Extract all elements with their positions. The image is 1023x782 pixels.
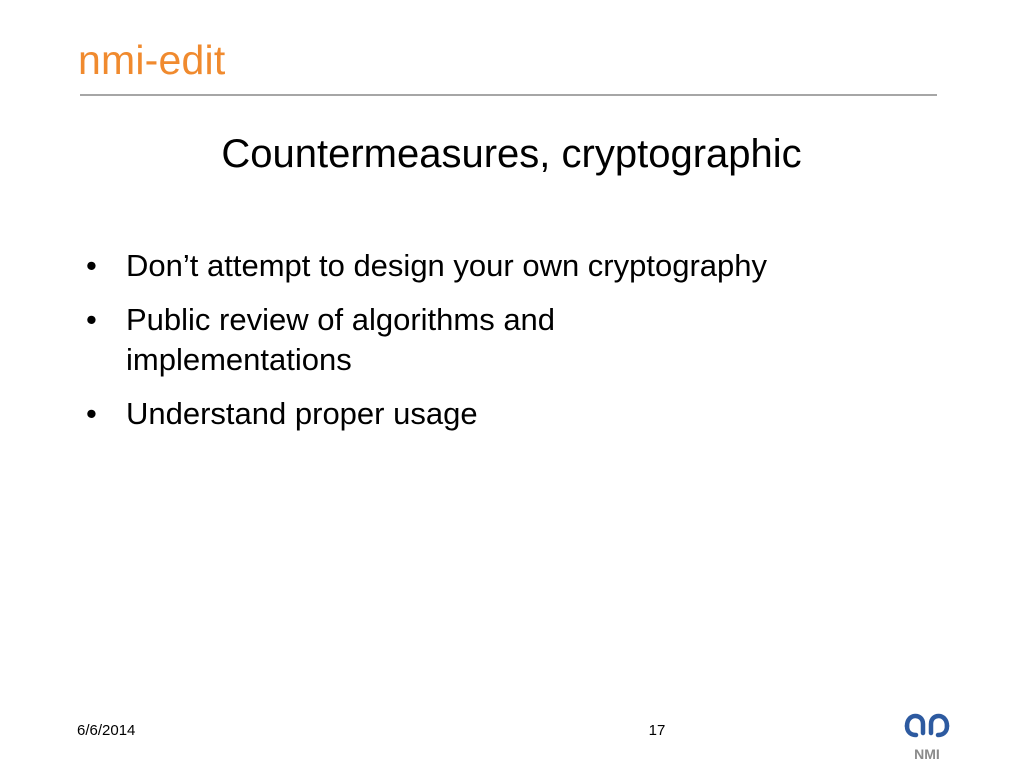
bullet-list <box>86 246 786 448</box>
bullet-item <box>86 246 786 286</box>
header-divider <box>80 94 937 96</box>
bullet-text: Public review of algorithms and implementations <box>126 302 556 377</box>
nmi-logo-text: NMI <box>914 746 940 762</box>
bullet-text: Don’t attempt to design your own cryptography <box>126 248 768 283</box>
bullet-marker: • <box>86 248 97 283</box>
slide-title: Countermeasures, cryptographic <box>221 132 802 176</box>
brand-wordmark: nmi-edit <box>78 37 226 83</box>
page-number: 17 <box>648 722 666 739</box>
nmi-logo <box>899 710 955 766</box>
footer-date: 6/6/2014 <box>77 722 136 739</box>
bullet-item <box>86 394 786 434</box>
bullet-marker: • <box>86 396 97 431</box>
nmi-logo-mark-icon <box>907 716 947 735</box>
bullet-item <box>86 300 786 380</box>
bullet-marker: • <box>86 302 97 337</box>
bullet-text: Understand proper usage <box>126 396 478 431</box>
